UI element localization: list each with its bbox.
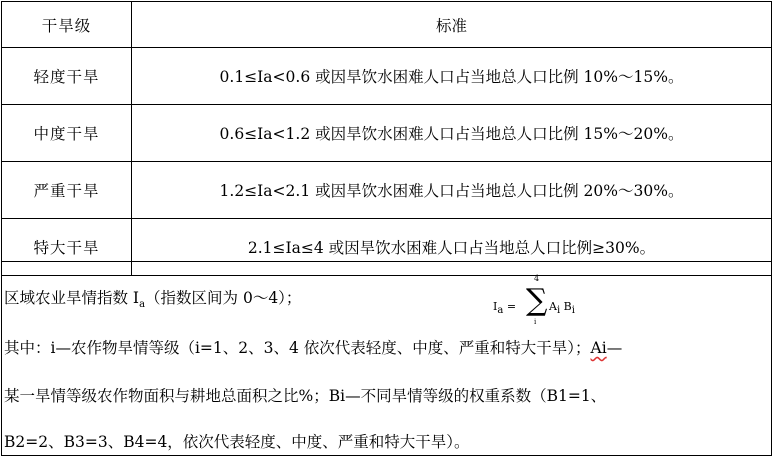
formula-equals: = (503, 300, 517, 313)
note-line-definition-i (4, 336, 622, 358)
table-header-row (2, 2, 772, 48)
index-formula (493, 274, 603, 324)
formula-term-a-subscript: i (556, 305, 561, 317)
formula-term-b-subscript: i (571, 305, 575, 317)
row-level-moderate: 中度干旱 (2, 105, 132, 162)
table-row (2, 48, 772, 105)
row-standard-severe: 1.2≤Ia<2.1 或因旱饮水困难人口占当地总人口比例 20%～30%。 (132, 162, 772, 219)
row-standard-moderate: 0.6≤Ia<1.2 或因旱饮水困难人口占当地总人口比例 15%～20%。 (132, 105, 772, 162)
formula-upper-limit: 4 (534, 274, 540, 283)
explanation-note (1, 261, 772, 456)
header-drought-level: 干旱级 (2, 2, 132, 48)
index-range: （指数区间为 0～4）； (145, 289, 302, 307)
formula-rhs (549, 300, 575, 316)
note-line-index (4, 286, 301, 310)
table-row (2, 162, 772, 219)
index-label: 区域农业旱情指数 I (4, 289, 140, 307)
drought-level-table (1, 1, 772, 276)
formula-lhs-symbol: I (493, 300, 498, 313)
formula-lower-index: i (534, 318, 537, 326)
formula-lhs (493, 300, 516, 316)
definition-ai-term: Ai (590, 339, 607, 357)
formula-lhs-subscript: a (497, 305, 504, 317)
table-row (2, 105, 772, 162)
row-level-severe: 严重干旱 (2, 162, 132, 219)
note-line-definition-weights: B2=2、B3=3、B4=4，依次代表轻度、中度、严重和特大干旱）。 (4, 433, 470, 451)
row-level-mild: 轻度干旱 (2, 48, 132, 105)
summation-icon: ∑ (526, 283, 548, 318)
index-subscript: a (139, 299, 146, 311)
formula-term-b: B (560, 300, 572, 313)
header-standard: 标准 (132, 2, 772, 48)
definition-ai-dash: — (606, 339, 623, 357)
definition-i: 其中：i—农作物旱情等级（i=1、2、3、4 依次代表轻度、中度、严重和特大干旱）； (4, 339, 591, 357)
row-standard-extreme: 2.1≤Ia≤4 或因旱饮水困难人口占当地总人口比例≥30%。 (132, 219, 772, 276)
row-level-extreme: 特大干旱 (2, 219, 132, 276)
note-line-definition-ai-bi: 某一旱情等级农作物面积与耕地总面积之比%；Bi—不同旱情等级的权重系数（B1=1、 (4, 387, 607, 405)
row-standard-mild: 0.1≤Ia<0.6 或因旱饮水困难人口占当地总人口比例 10%～15%。 (132, 48, 772, 105)
formula-term-a: A (549, 300, 557, 313)
